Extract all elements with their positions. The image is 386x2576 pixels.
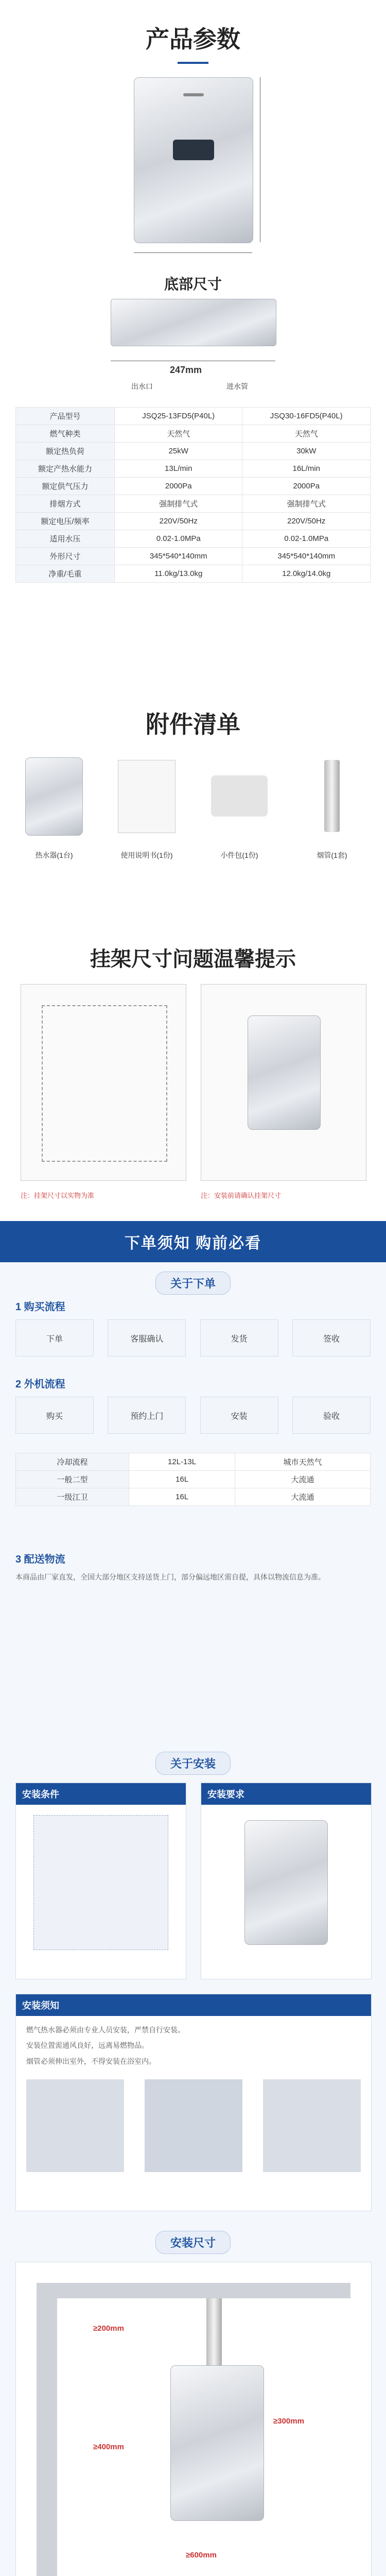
params-row-cell: 25kW bbox=[115, 443, 242, 460]
order-row bbox=[16, 1471, 371, 1488]
heater-front-image bbox=[134, 77, 253, 243]
manual-icon bbox=[118, 760, 176, 833]
mount-bracket-left bbox=[42, 1005, 167, 1162]
install-diagram-b bbox=[244, 1820, 328, 1945]
params-row-cell: 30kW bbox=[242, 443, 371, 460]
dims-title: 底部尺寸 bbox=[164, 276, 222, 292]
step-2-item-2: 预约上门 bbox=[108, 1397, 186, 1434]
install-diagram-a bbox=[33, 1815, 168, 1950]
install-photo-3 bbox=[263, 2079, 361, 2172]
order-step-1 bbox=[15, 1298, 371, 1357]
step-2-flow bbox=[15, 1397, 371, 1434]
plan-label-4: ≥600mm bbox=[186, 2551, 217, 2560]
params-row bbox=[16, 460, 371, 478]
parts-icon bbox=[211, 775, 268, 817]
accessory-flue bbox=[293, 757, 371, 836]
params-row-cell: 12.0kg/14.0kg bbox=[242, 565, 371, 583]
install-block-b bbox=[201, 1783, 372, 1979]
outlet-right-label: 进水管 bbox=[226, 382, 248, 391]
order-row-cell: 一级江卫 bbox=[16, 1488, 129, 1506]
params-row-cell: JSQ25-13FD5(P40L) bbox=[115, 408, 242, 425]
accessory-heater bbox=[15, 757, 93, 836]
params-row-cell: 外形尺寸 bbox=[16, 548, 115, 565]
accessory-parts bbox=[201, 757, 278, 836]
accessory-label-2: 使用说明书(1份) bbox=[120, 851, 173, 859]
accessory-label-3: 小件包(1份) bbox=[220, 851, 258, 859]
params-row-cell: 220V/50Hz bbox=[242, 513, 371, 530]
install-block-c-title: 安装须知 bbox=[16, 1994, 371, 2016]
accessories-title: 附件清单 bbox=[146, 711, 240, 738]
plan-label-1: ≥200mm bbox=[93, 2324, 124, 2333]
order-row-cell: 16L bbox=[129, 1471, 235, 1488]
params-row-cell: 产品型号 bbox=[16, 408, 115, 425]
heater-display bbox=[173, 140, 214, 160]
params-row bbox=[16, 513, 371, 530]
bottom-width-label: 247mm bbox=[170, 365, 202, 375]
params-row-cell: 适用水压 bbox=[16, 530, 115, 548]
order-row bbox=[16, 1453, 371, 1471]
order-step-2 bbox=[15, 1376, 371, 1434]
accessory-labels bbox=[15, 850, 371, 860]
params-row bbox=[16, 443, 371, 460]
install-block-c bbox=[15, 1994, 372, 2211]
order-row-cell: 大流通 bbox=[235, 1488, 371, 1506]
plan-heater bbox=[170, 2365, 264, 2521]
step-1-label: 1 购买流程 bbox=[15, 1301, 65, 1313]
params-table bbox=[15, 407, 371, 583]
plan-ceiling bbox=[37, 2283, 350, 2298]
order-row-cell: 16L bbox=[129, 1488, 235, 1506]
accessory-label-4: 烟管(1套) bbox=[317, 851, 347, 859]
step-1-flow bbox=[15, 1319, 371, 1357]
install-note-1: 燃气热水器必须由专业人员安装，严禁自行安装。 bbox=[26, 2026, 185, 2034]
install-note-3: 烟管必须伸出室外，不得安装在浴室内。 bbox=[26, 2057, 156, 2065]
plan-diagram bbox=[15, 2262, 372, 2576]
order-banner: 下单须知 购前必看 bbox=[0, 1221, 386, 1262]
accessory-manual bbox=[108, 757, 185, 836]
params-row-cell: 220V/50Hz bbox=[115, 513, 242, 530]
delivery-note: 本商品由厂家直发，全国大部分地区支持送货上门，部分偏远地区需自提，具体以物流信息为准。 bbox=[15, 1573, 325, 1581]
params-row-cell: 16L/min bbox=[242, 460, 371, 478]
params-row bbox=[16, 495, 371, 513]
plan-subhead: 安装尺寸 bbox=[155, 2231, 231, 2254]
params-row-cell: 13L/min bbox=[115, 460, 242, 478]
params-row-cell: 345*540*140mm bbox=[115, 548, 242, 565]
params-row-cell: 2000Pa bbox=[115, 478, 242, 495]
order-table bbox=[15, 1453, 371, 1506]
params-row-cell: 0.02-1.0MPa bbox=[115, 530, 242, 548]
plan-flue bbox=[206, 2298, 222, 2365]
install-block-b-title: 安装要求 bbox=[201, 1783, 371, 1805]
mount-title: 挂架尺寸问题温馨提示 bbox=[90, 948, 296, 971]
heater-bottom-image bbox=[111, 299, 276, 346]
params-row-cell: 0.02-1.0MPa bbox=[242, 530, 371, 548]
accessory-label-1: 热水器(1台) bbox=[35, 851, 73, 859]
order-row-cell: 城市天然气 bbox=[235, 1453, 371, 1471]
step-1-item-2: 客服确认 bbox=[108, 1319, 186, 1357]
install-photo-row bbox=[16, 2079, 371, 2172]
params-row-cell: 额定供气压力 bbox=[16, 478, 115, 495]
install-section bbox=[0, 1747, 386, 2226]
params-row-cell: 额定电压/频率 bbox=[16, 513, 115, 530]
params-row bbox=[16, 408, 371, 425]
plan-wall bbox=[37, 2283, 57, 2576]
params-row-cell: JSQ30-16FD5(P40L) bbox=[242, 408, 371, 425]
params-row-cell: 天然气 bbox=[242, 425, 371, 443]
outlet-left-label: 出水口 bbox=[131, 382, 153, 391]
mount-caption-right: 注：安装前请确认挂架尺寸 bbox=[201, 1192, 282, 1199]
plan-label-2: ≥300mm bbox=[273, 2417, 304, 2426]
step-1-item-4: 签收 bbox=[292, 1319, 371, 1357]
params-row bbox=[16, 548, 371, 565]
mount-diagram-right bbox=[201, 984, 366, 1181]
params-row-cell: 排烟方式 bbox=[16, 495, 115, 513]
params-row-cell: 345*540*140mm bbox=[242, 548, 371, 565]
params-row-cell: 额定热负荷 bbox=[16, 443, 115, 460]
plan-section bbox=[0, 2226, 386, 2576]
install-subhead: 关于安装 bbox=[155, 1752, 231, 1775]
install-photo-1 bbox=[26, 2079, 124, 2172]
heater-logo bbox=[183, 93, 204, 96]
install-note-2: 安装位置需通风良好，远离易燃物品。 bbox=[26, 2041, 149, 2050]
mount-heater-right bbox=[248, 1015, 321, 1130]
accessory-heater-image bbox=[25, 757, 83, 836]
step-2-item-1: 购买 bbox=[15, 1397, 94, 1434]
accessories-section bbox=[0, 696, 386, 933]
step-1-item-1: 下单 bbox=[15, 1319, 94, 1357]
install-photo-2 bbox=[145, 2079, 242, 2172]
order-row-cell: 大流通 bbox=[235, 1471, 371, 1488]
title-underline bbox=[178, 62, 208, 64]
mount-diagram-left bbox=[21, 984, 186, 1181]
params-section bbox=[0, 0, 386, 696]
params-row bbox=[16, 478, 371, 495]
width-dimension bbox=[134, 252, 252, 253]
step-2-label: 2 外机流程 bbox=[15, 1379, 65, 1390]
step-2-item-4: 验收 bbox=[292, 1397, 371, 1434]
mount-section bbox=[0, 933, 386, 1221]
install-block-a bbox=[15, 1783, 186, 1979]
params-title: 产品参数 bbox=[146, 26, 240, 53]
step-1-item-3: 发货 bbox=[200, 1319, 278, 1357]
order-subhead: 关于下单 bbox=[155, 1272, 231, 1295]
params-row-cell: 11.0kg/13.0kg bbox=[115, 565, 242, 583]
order-row-cell: 一般二型 bbox=[16, 1471, 129, 1488]
params-row-cell: 强制排气式 bbox=[242, 495, 371, 513]
params-row bbox=[16, 425, 371, 443]
params-row-cell: 2000Pa bbox=[242, 478, 371, 495]
flue-pipe-icon bbox=[324, 760, 340, 832]
plan-label-3: ≥400mm bbox=[93, 2443, 124, 2451]
params-row-cell: 强制排气式 bbox=[115, 495, 242, 513]
params-row-cell: 额定产热水能力 bbox=[16, 460, 115, 478]
order-row bbox=[16, 1488, 371, 1506]
order-row-cell: 12L-13L bbox=[129, 1453, 235, 1471]
params-row-cell: 天然气 bbox=[115, 425, 242, 443]
install-block-a-title: 安装条件 bbox=[16, 1783, 186, 1805]
params-row-cell: 燃气种类 bbox=[16, 425, 115, 443]
delivery-title: 3 配送物流 bbox=[15, 1554, 65, 1565]
step-2-item-3: 安装 bbox=[200, 1397, 278, 1434]
params-row bbox=[16, 530, 371, 548]
params-row-cell: 净重/毛重 bbox=[16, 565, 115, 583]
accessories-row bbox=[15, 757, 371, 836]
mount-caption-left: 注：挂架尺寸以实物为准 bbox=[21, 1192, 95, 1199]
order-row-cell: 冷却流程 bbox=[16, 1453, 129, 1471]
params-row bbox=[16, 565, 371, 583]
order-section bbox=[0, 1221, 386, 1747]
